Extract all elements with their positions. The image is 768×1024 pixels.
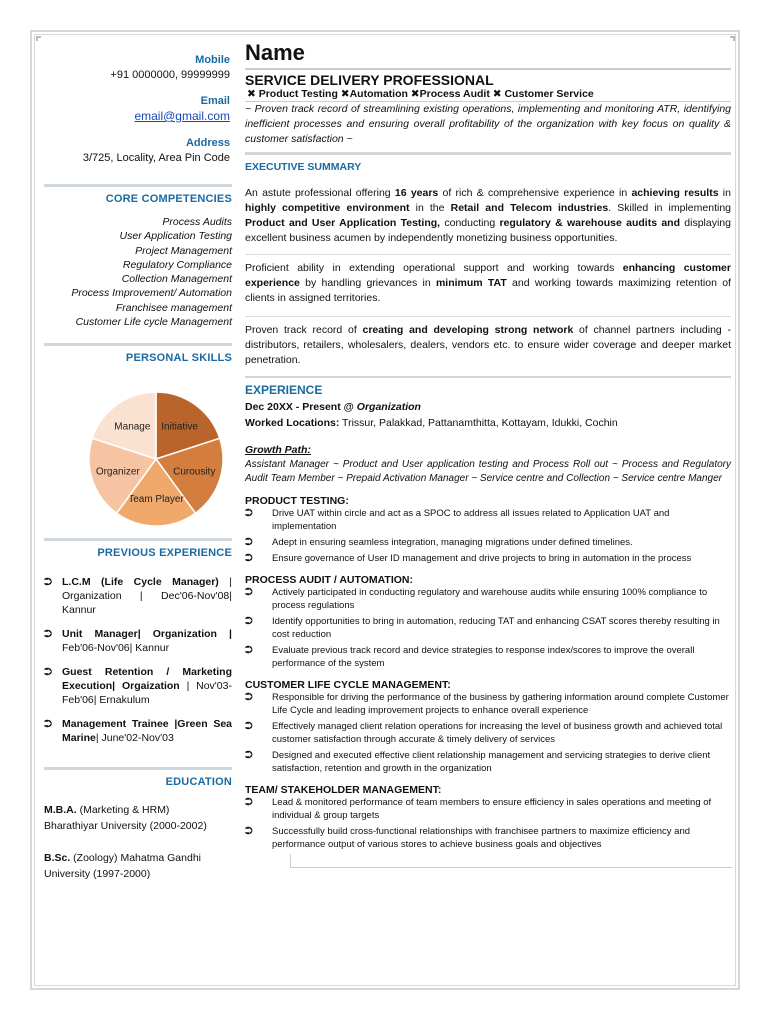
organization: Organization [356, 401, 421, 413]
locations-label: Worked Locations: [245, 417, 340, 429]
previous-experience-text [62, 665, 232, 707]
email-link[interactable]: email@gmail.com [134, 109, 230, 123]
address-label: Address [185, 137, 230, 149]
bullet-text: Evaluate previous track record and device strategies to response index/scores to improve the overall performance of the system [272, 645, 695, 669]
summary-paragraph-2 [245, 254, 731, 306]
degree: B.Sc. [44, 852, 71, 864]
emphasis: Retail and Telecom industries [450, 202, 609, 214]
text: of rich & comprehensive experience in [438, 187, 632, 199]
education-entry [44, 802, 232, 818]
competency-item: Customer Life cycle Management [75, 316, 232, 329]
competency-item: Process Audits [162, 216, 232, 228]
arrow-icon: ⮊ [245, 587, 253, 598]
experience-sections [245, 495, 731, 851]
bullet-text: Lead & monitored performance of team members to ensure efficiency in sales operations and meeting of individual & group targets [272, 797, 712, 821]
main-column [245, 40, 731, 868]
previous-role: Unit Manager| Organization | [62, 628, 232, 640]
education-entry [44, 850, 232, 866]
previous-role: Management Trainee |Green Sea Marine [62, 718, 232, 744]
corner-mark [36, 36, 41, 41]
pie-label: Team Player [128, 494, 184, 506]
personal-skills-title: PERSONAL SKILLS [125, 352, 232, 364]
competency-item: Franchisee management [115, 301, 232, 314]
previous-experience-item [44, 665, 232, 707]
text: by handling grievances in [299, 277, 436, 289]
skills-pie-chart [44, 364, 232, 529]
period: Dec 20XX - Present @ [245, 401, 354, 413]
summary-paragraph-1 [245, 186, 731, 246]
text: conducting [440, 217, 500, 229]
arrow-icon: ⮊ [44, 576, 52, 588]
competency-item: User Application Testing [119, 230, 232, 243]
mobile-label: Mobile [195, 54, 230, 66]
mobile-value: +91 0000000, 99999999 [110, 69, 230, 81]
bullet-item [245, 720, 731, 746]
arrow-icon: ⮊ [245, 692, 253, 703]
bullet-text: Successfully build cross-functional relationships with franchisee partners to maximize efficiency and performance output of various stores to achieve business goals and objectives [272, 826, 691, 850]
bullet-text: Designed and executed effective client relationship management and servicing strategies to derive client satisfaction, retention and growth in the organization [272, 750, 711, 774]
degree-detail: (Marketing & HRM) [76, 804, 170, 816]
previous-experience-text [62, 575, 232, 617]
arrow-icon: ⮊ [44, 628, 52, 640]
personal-skills-section [44, 343, 232, 538]
competency-item: Project Management [135, 244, 232, 257]
growth-path-label [245, 443, 731, 458]
core-competencies-title: CORE COMPETENCIES [105, 193, 232, 205]
address-value: 3/725, Locality, Area Pin Code [82, 152, 230, 164]
emphasis: 16 years [394, 187, 439, 199]
text: Proficient ability in extending operational support and working towards [245, 262, 623, 274]
bullet-text: Drive UAT within circle and act as a SPOC to address all issues related to Application UAT and implementation [272, 508, 670, 532]
bullet-item [245, 691, 731, 717]
pie-label: Initiative [161, 421, 198, 433]
tagline: ~ Proven track record of streamlining existing operations, implementing and monitoring ATR, identifying inefficient processes and ensuring overall profitability of the organization with key focus on quality & customer satisfaction ~ [245, 103, 731, 145]
previous-role: Guest Retention / Marketing Execution| Orgaization [62, 666, 232, 692]
bullet-text: Identify opportunities to bring in automation, reducing TAT and enhancing CSAT scores thereby resulting in cost reduction [272, 616, 720, 640]
experience-section-heading: PRODUCT TESTING: [245, 495, 349, 507]
competency-item: Collection Management [121, 273, 232, 286]
bullet-item [245, 796, 731, 822]
previous-role: L.C.M (Life Cycle Manager) [62, 576, 219, 588]
bullet-item [245, 644, 731, 670]
arrow-icon: ⮊ [245, 826, 253, 837]
locations: Trissur, Palakkad, Pattanamthitta, Kottayam, Idukki, Cochin [339, 417, 618, 429]
bullet-item [245, 536, 731, 549]
previous-experience-title: PREVIOUS EXPERIENCE [97, 547, 232, 559]
emphasis: minimum TAT [435, 277, 507, 289]
pie-label: Curousity [173, 466, 216, 478]
text: in the [409, 202, 451, 214]
pie-label: Manage [114, 421, 151, 433]
competency-list [44, 215, 232, 329]
previous-detail: | Nov'03-Feb'06| Ernakulum [62, 680, 232, 706]
emphasis: creating and developing strong network [362, 324, 574, 336]
pie-label: Organizer [95, 466, 140, 478]
education-school: Bharathiyar University (2000-2002) [44, 820, 207, 832]
arrow-icon: ⮊ [44, 718, 52, 730]
degree: M.B.A. [44, 804, 77, 816]
text: An astute professional offering [245, 187, 395, 199]
bullet-item [245, 507, 731, 533]
previous-experience-item [44, 575, 232, 617]
bullet-text: Ensure governance of User ID management and drive projects to bring in automation in the process [272, 553, 692, 564]
emphasis: regulatory & warehouse audits and [499, 217, 680, 229]
arrow-icon: ⮊ [44, 666, 52, 678]
arrow-icon: ⮊ [245, 797, 253, 808]
bullet-item [245, 749, 731, 775]
contact-block [40, 50, 230, 164]
education-title: EDUCATION [165, 776, 232, 788]
divider [245, 376, 731, 378]
previous-experience-text [62, 627, 232, 655]
emphasis: Product and User Application Testing, [245, 217, 441, 229]
professional-title: SERVICE DELIVERY PROFESSIONAL [245, 68, 731, 88]
bullet-text: Adept in ensuring seamless integration, managing migrations under defined timelines. [272, 537, 633, 548]
growth-label: Growth Path: [245, 444, 311, 456]
text: in [718, 187, 731, 199]
education-section [44, 767, 232, 882]
arrow-icon: ⮊ [245, 553, 253, 564]
emphasis: enhancing customer experience [245, 262, 731, 289]
experience-section-heading: PROCESS AUDIT / AUTOMATION: [245, 574, 413, 586]
arrow-icon: ⮊ [245, 721, 253, 732]
divider [245, 152, 731, 155]
growth-path: Assistant Manager ~ Product and User application testing and Process Roll out ~ Process and Regulatory Audit Team Member ~ Prepaid Activation Manager ~ Service centre and Collection ~ Service centre Manger [245, 459, 731, 484]
bullet-text: Actively participated in conducting regulatory and warehouse audits while ensuring 100% compliance to process regulations [272, 587, 708, 611]
candidate-name: Name [245, 40, 305, 65]
competency-item: Regulatory Compliance [122, 258, 232, 271]
arrow-icon: ⮊ [245, 750, 253, 761]
previous-experience-list [44, 575, 232, 745]
bottom-rule [290, 854, 732, 868]
previous-detail: | June'02-Nov'03 [95, 732, 174, 744]
arrow-icon: ⮊ [245, 508, 253, 519]
experience-section-heading: TEAM/ STAKEHOLDER MANAGEMENT: [245, 784, 442, 796]
text: . Skilled in implementing [608, 202, 731, 214]
experience-section-heading: CUSTOMER LIFE CYCLE MANAGEMENT: [245, 679, 451, 691]
previous-detail: Feb'06-Nov'06| Kannur [62, 642, 170, 654]
bullet-item [245, 615, 731, 641]
previous-experience-section [44, 538, 232, 755]
text: of channel partners including - distributors, retailers, wholesalers, dealers, vendors etc. to ensure wider coverage and deeper market penetration. [245, 324, 731, 366]
executive-summary-title: EXECUTIVE SUMMARY [245, 161, 362, 173]
arrow-icon: ⮊ [245, 537, 253, 548]
emphasis: achieving results [631, 187, 719, 199]
arrow-icon: ⮊ [245, 645, 253, 656]
core-competencies-section [44, 184, 232, 329]
previous-experience-text [62, 717, 232, 745]
education-school: University (1997-2000) [44, 868, 151, 880]
bullet-item [245, 825, 731, 851]
emphasis: highly competitive environment [245, 202, 410, 214]
competency-item: Process Improvement/ Automation [71, 287, 232, 300]
previous-experience-item [44, 717, 232, 745]
bullet-text: Effectively managed client relation operations for increasing the level of business growth and achieved total customer satisfaction through accurate & timely delivery of services [272, 721, 723, 745]
experience-period [245, 400, 731, 415]
text: and working towards maximizing retention of clients in assigned territories. [245, 277, 731, 304]
bullet-item [245, 586, 731, 612]
arrow-icon: ⮊ [245, 616, 253, 627]
text: displaying excellent business acumen by independently monetizing business opportunities. [245, 217, 731, 244]
previous-detail: | Organization | Dec'06-Nov'08| Kannur [62, 576, 232, 616]
experience-title: EXPERIENCE [245, 383, 323, 397]
degree-detail: (Zoology) Mahatma Gandhi [70, 852, 201, 864]
summary-paragraph-3 [245, 316, 731, 368]
bullet-text: Responsible for driving the performance of the business by gathering information around complete Customer Life Cycle and leading improvement projects to enhance overall experience [272, 692, 729, 716]
worked-locations [245, 416, 731, 431]
text: Proven track record of [245, 324, 363, 336]
bullet-item [245, 552, 731, 565]
previous-experience-item [44, 627, 232, 655]
skill-tags: ✖ Product Testing ✖Automation ✖Process Audit ✖ Customer Service [245, 88, 731, 102]
email-label: Email [200, 95, 230, 107]
